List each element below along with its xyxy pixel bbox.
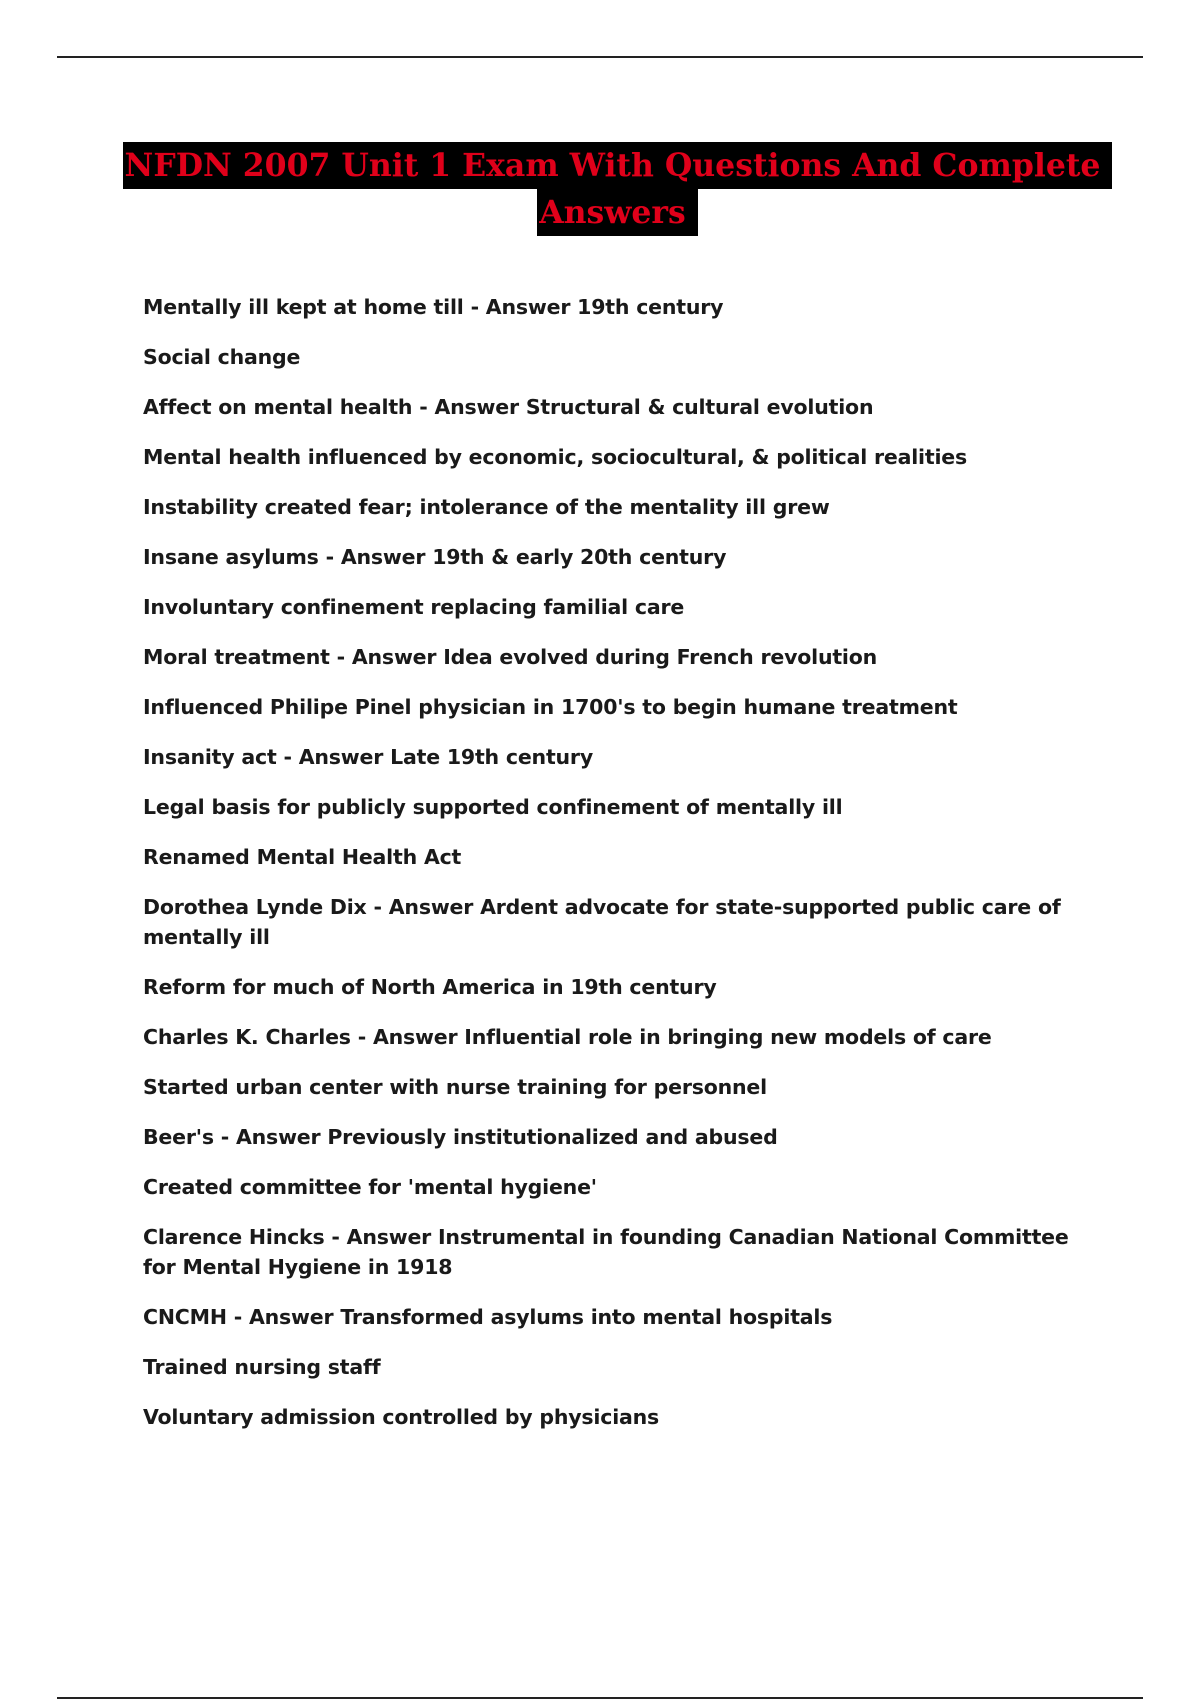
list-item: Renamed Mental Health Act — [143, 845, 462, 869]
list-item: Affect on mental health - Answer Structural & cultural evolution — [143, 395, 874, 419]
title-line-1: NFDN 2007 Unit 1 Exam With Questions And Complete — [123, 142, 1113, 189]
top-rule — [57, 56, 1143, 58]
bottom-rule — [57, 1697, 1143, 1699]
title-line-2: Answers — [537, 189, 698, 236]
list-item: Reform for much of North America in 19th century — [143, 975, 717, 999]
list-item: Beer's - Answer Previously institutionalized and abused — [143, 1125, 778, 1149]
list-item: Insane asylums - Answer 19th & early 20th century — [143, 545, 727, 569]
list-item: Social change — [143, 345, 301, 369]
document-title — [0, 142, 1200, 236]
list-item: Moral treatment - Answer Idea evolved during French revolution — [143, 645, 878, 669]
qa-list — [143, 292, 1083, 1452]
list-item: Mental health influenced by economic, sociocultural, & political realities — [143, 445, 968, 469]
list-item: Dorothea Lynde Dix - Answer Ardent advocate for state-supported public care of mentally ill — [143, 895, 1061, 949]
list-item: Trained nursing staff — [143, 1355, 381, 1379]
list-item: Legal basis for publicly supported confinement of mentally ill — [143, 795, 843, 819]
list-item: Instability created fear; intolerance of the mentality ill grew — [143, 495, 830, 519]
list-item: Clarence Hincks - Answer Instrumental in founding Canadian National Committee for Mental Hygiene in 1918 — [143, 1225, 1069, 1279]
list-item: Created committee for 'mental hygiene' — [143, 1175, 597, 1199]
list-item: Insanity act - Answer Late 19th century — [143, 745, 594, 769]
list-item: Mentally ill kept at home till - Answer 19th century — [143, 295, 724, 319]
list-item: CNCMH - Answer Transformed asylums into mental hospitals — [143, 1305, 833, 1329]
list-item: Voluntary admission controlled by physicians — [143, 1405, 660, 1429]
list-item: Influenced Philipe Pinel physician in 1700's to begin humane treatment — [143, 695, 958, 719]
list-item: Involuntary confinement replacing familial care — [143, 595, 685, 619]
list-item: Charles K. Charles - Answer Influential role in bringing new models of care — [143, 1025, 992, 1049]
list-item: Started urban center with nurse training for personnel — [143, 1075, 767, 1099]
